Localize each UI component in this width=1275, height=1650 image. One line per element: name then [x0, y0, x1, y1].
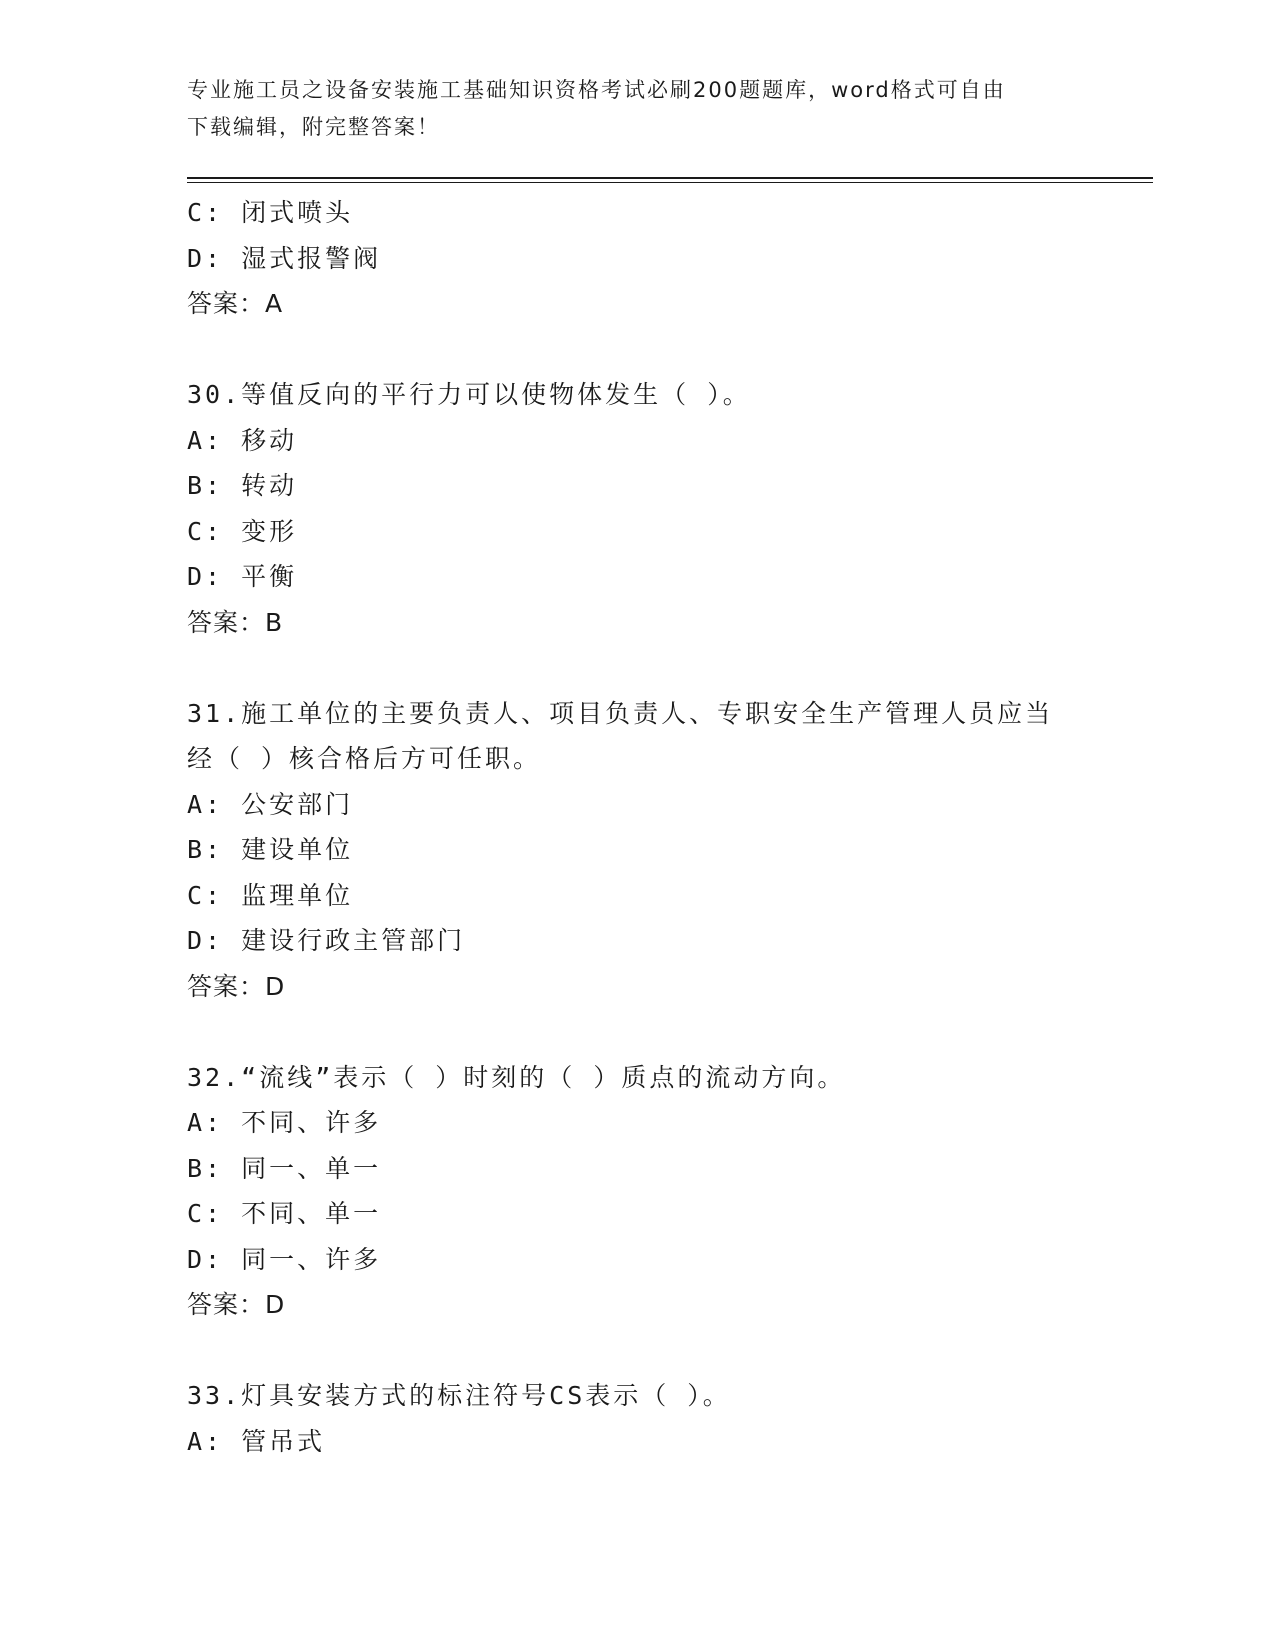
option-c: C: 变形 [187, 516, 298, 546]
header-title-line-1: 专业施工员之设备安装施工基础知识资格考试必刷200题题库，word格式可自由 [187, 78, 1006, 102]
question-stem: 30.等值反向的平行力可以使物体发生（ ）。 [187, 380, 751, 409]
option-a: A: 不同、许多 [187, 1108, 382, 1137]
option-d: D: 湿式报警阀 [187, 243, 382, 273]
spacer [187, 645, 1087, 691]
answer-line: 答案：A [187, 289, 284, 318]
question-stem: 31.施工单位的主要负责人、项目负责人、专职安全生产管理人员应当 [187, 698, 1054, 728]
spacer [187, 1009, 1087, 1055]
header-divider-thick [187, 177, 1153, 179]
option-b: B: 建设单位 [187, 835, 354, 864]
header-divider-thin [187, 182, 1153, 183]
spacer [187, 1328, 1087, 1374]
answer-line: 答案：D [187, 1290, 286, 1319]
option-c: C: 闭式喷头 [187, 198, 354, 227]
question-list [187, 190, 1087, 1464]
document-header [187, 72, 1087, 146]
option-c: C: 监理单位 [187, 880, 354, 910]
answer-line: 答案：D [187, 971, 286, 1001]
spacer [187, 327, 1087, 373]
option-c: C: 不同、单一 [187, 1199, 382, 1228]
option-b: B: 转动 [187, 471, 298, 500]
option-d: D: 同一、许多 [187, 1244, 382, 1274]
option-a: A: 公安部门 [187, 789, 354, 819]
header-title-line-2: 下载编辑，附完整答案！ [187, 115, 440, 139]
question-stem: 33.灯具安装方式的标注符号CS表示（ ）。 [187, 1381, 731, 1410]
question-stem: 32.“流线”表示（ ）时刻的（ ）质点的流动方向。 [187, 1062, 846, 1092]
option-a: A: 管吊式 [187, 1426, 326, 1456]
option-d: D: 平衡 [187, 562, 298, 591]
answer-line: 答案：B [187, 607, 284, 637]
option-a: A: 移动 [187, 425, 298, 455]
option-b: B: 同一、单一 [187, 1153, 382, 1183]
question-stem-continued: 经（ ）核合格后方可任职。 [187, 744, 542, 773]
option-d: D: 建设行政主管部门 [187, 926, 466, 955]
